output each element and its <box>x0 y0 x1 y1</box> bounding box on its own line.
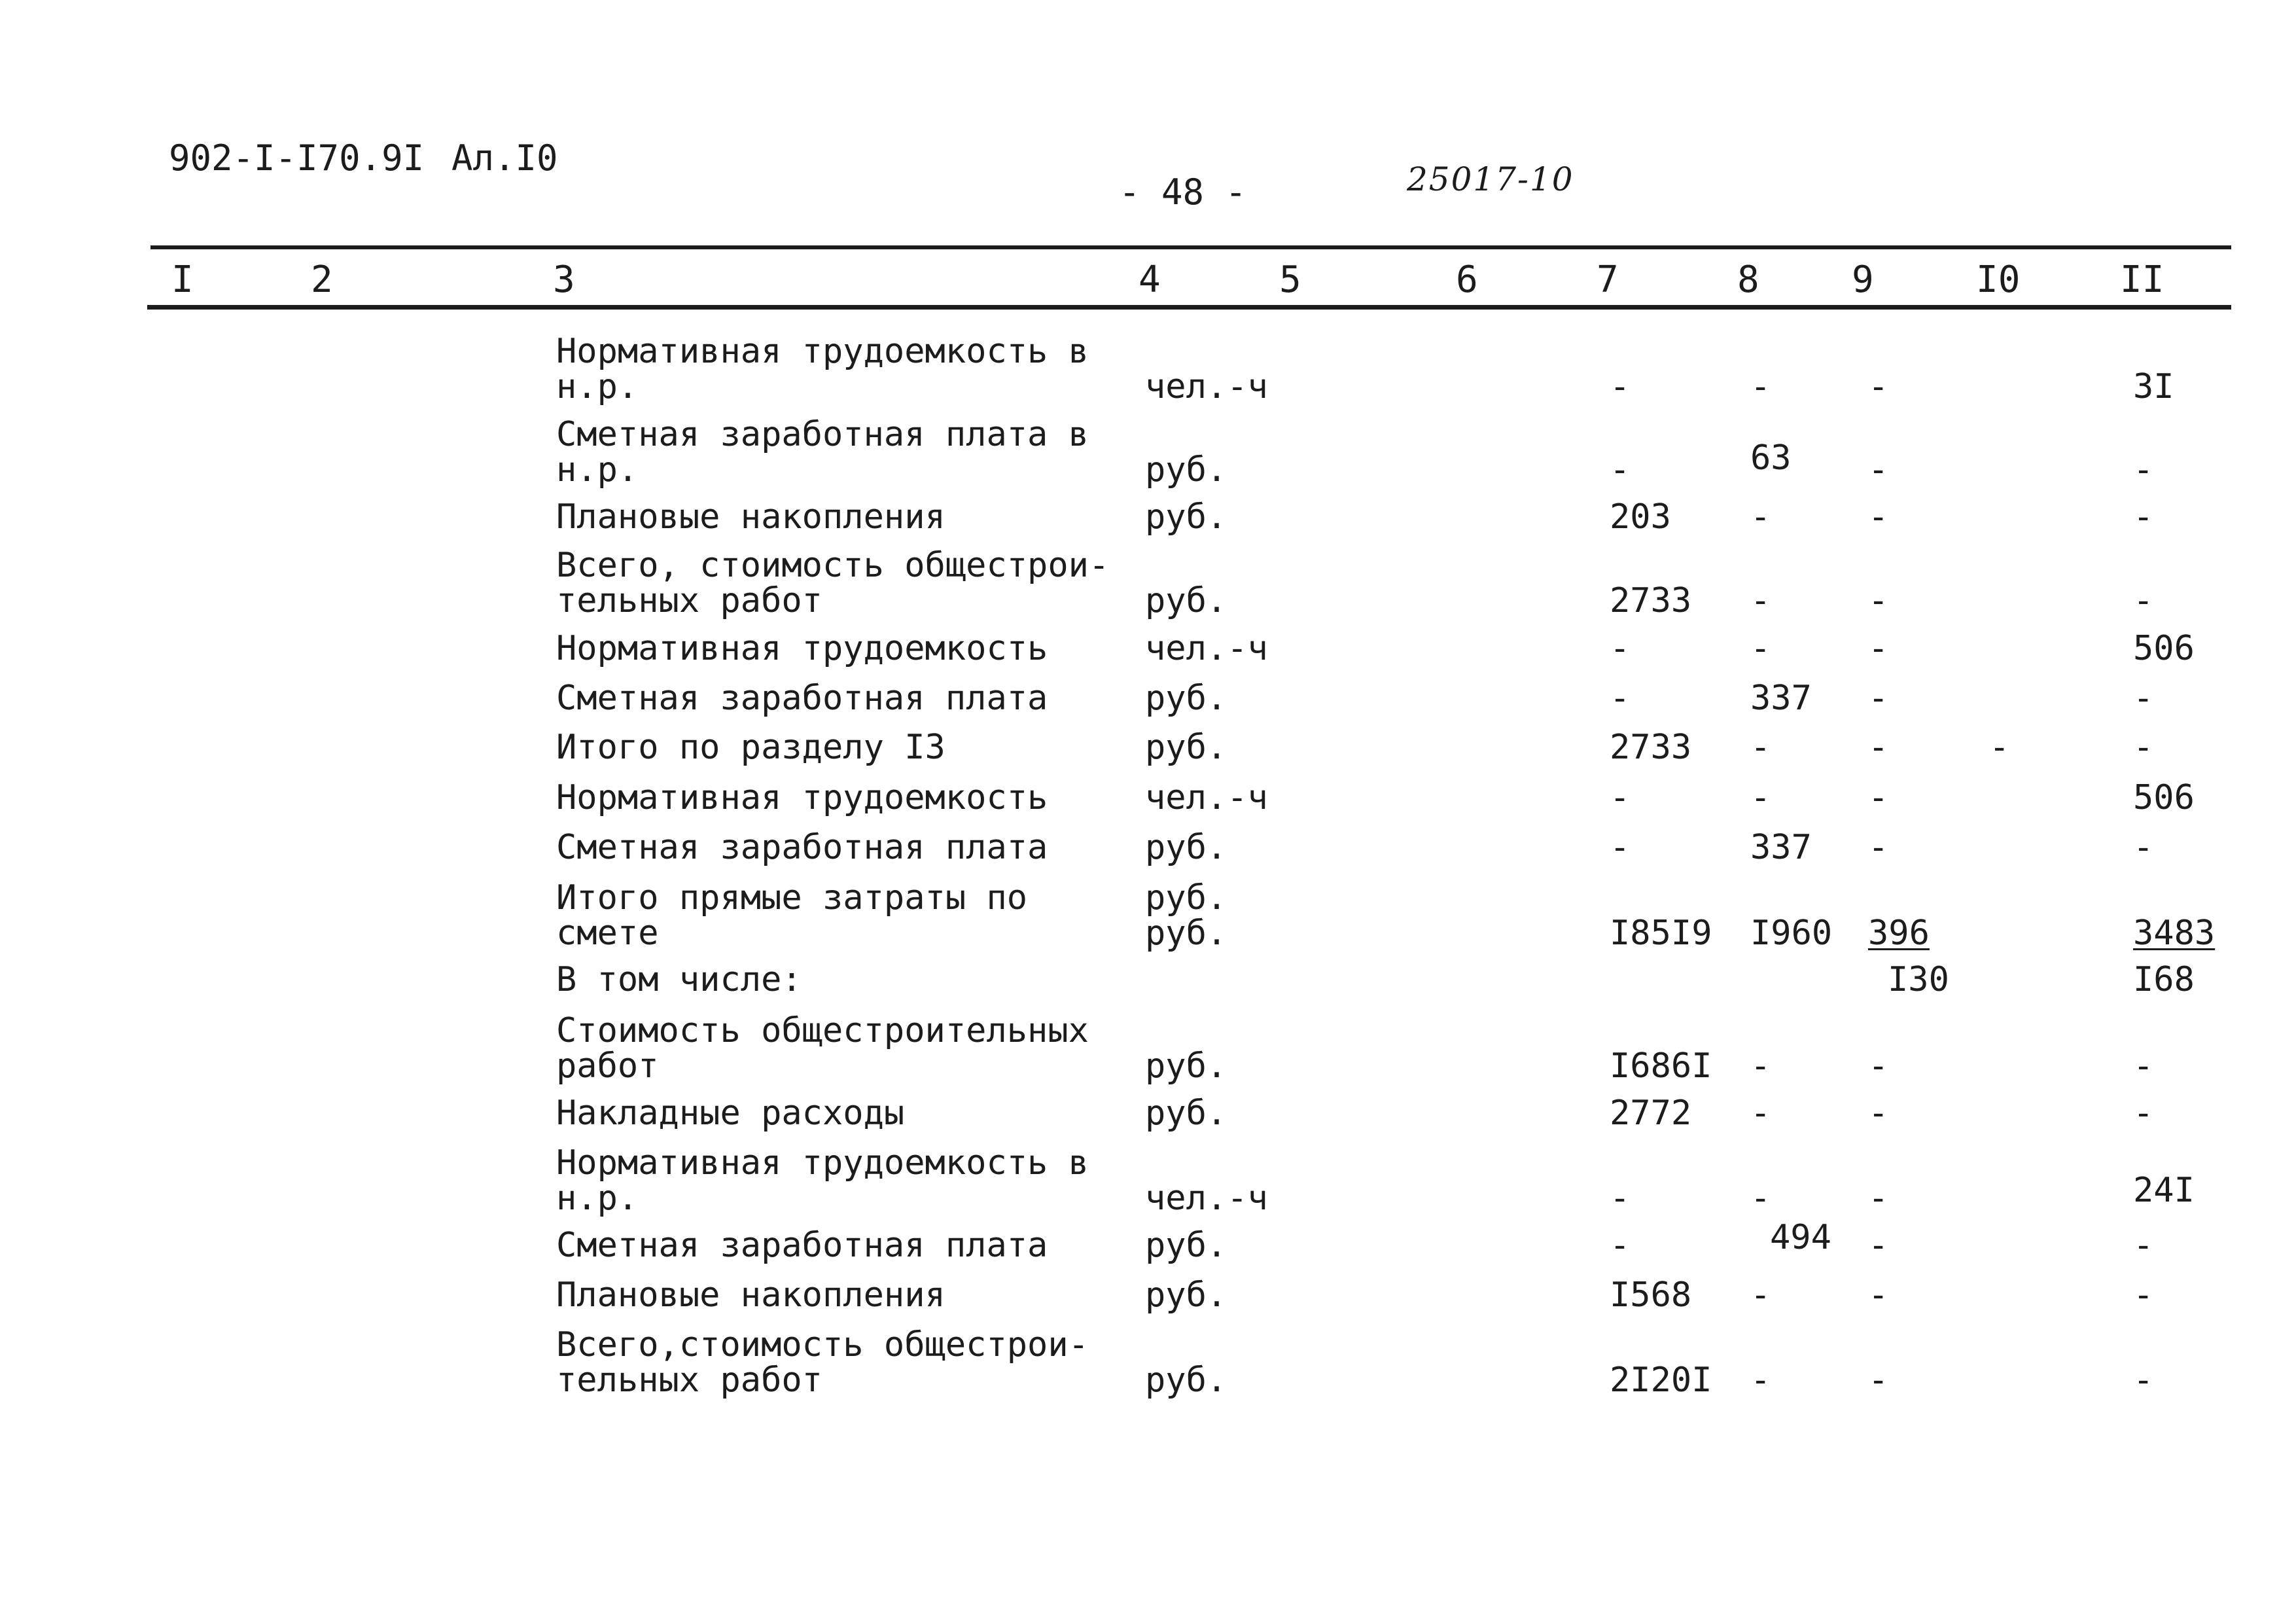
table-row <box>0 1277 2296 1313</box>
row-unit: руб. <box>1145 450 1227 490</box>
row-col9: - <box>1868 1094 1889 1133</box>
row-col11: - <box>2133 679 2154 718</box>
row-col8: - <box>1750 629 1771 668</box>
row-col7: - <box>1610 367 1631 406</box>
row-description: Всего, стоимость общестрои- тельных работ <box>556 546 1110 620</box>
row-col11: - <box>2133 828 2154 867</box>
row-col9: - <box>1868 1046 1889 1086</box>
table-top-rule <box>150 245 2231 249</box>
column-number: 7 <box>1597 259 1619 301</box>
row-col7: I568 <box>1610 1275 1692 1315</box>
row-col11: - <box>2133 728 2154 767</box>
table-row <box>0 631 2296 666</box>
row-unit: чел.-ч <box>1145 367 1268 406</box>
row-description: Итого по разделу I3 <box>556 728 945 767</box>
row-col9: - <box>1868 367 1889 406</box>
row-unit: руб. <box>1145 1046 1227 1086</box>
table-row <box>0 730 2296 765</box>
row-col9: - <box>1868 1361 1889 1400</box>
row-description: Плановые накопления <box>556 497 945 537</box>
row-col9: - <box>1868 497 1889 537</box>
row-col9: I30 <box>1888 960 1949 999</box>
row-col11: I68 <box>2133 960 2195 999</box>
row-description: В том числе: <box>556 960 802 999</box>
row-col7: - <box>1610 450 1631 490</box>
row-description: Плановые накопления <box>556 1275 945 1315</box>
table-row <box>0 830 2296 865</box>
row-col9: - <box>1868 450 1889 490</box>
row-col7: I85I9 <box>1610 914 1712 953</box>
row-col10: - <box>1989 728 2010 767</box>
row-col7: - <box>1610 629 1631 668</box>
row-col11: 3I <box>2133 367 2174 406</box>
row-col11: - <box>2133 1094 2154 1133</box>
row-col8: I960 <box>1750 914 1833 953</box>
row-col11: 3483 <box>2133 914 2216 953</box>
row-col8: - <box>1750 1275 1771 1315</box>
row-col7: 2I20I <box>1610 1361 1712 1400</box>
table-row <box>0 1145 2296 1216</box>
row-col9: - <box>1868 581 1889 620</box>
row-unit: руб. <box>1145 1226 1227 1265</box>
row-col7: I686I <box>1610 1046 1712 1086</box>
row-unit: чел.-ч <box>1145 629 1268 668</box>
column-number: 2 <box>311 259 333 301</box>
row-col7: - <box>1610 828 1631 867</box>
row-col8: - <box>1750 497 1771 537</box>
row-unit: руб. <box>1145 1361 1227 1400</box>
row-col11: 24I <box>2133 1171 2195 1210</box>
row-col7: - <box>1610 1226 1631 1265</box>
row-unit: руб. <box>1145 728 1227 767</box>
row-description: Нормативная трудоемкость в н.р. <box>556 1143 1089 1218</box>
row-col7: 2733 <box>1610 728 1692 767</box>
row-col7: - <box>1610 679 1631 718</box>
page-number: - 48 - <box>1119 171 1247 213</box>
table-row <box>0 1327 2296 1398</box>
column-number: 6 <box>1456 259 1478 301</box>
row-col11: - <box>2133 1046 2154 1086</box>
row-col8: 494 <box>1770 1218 1831 1257</box>
table-row <box>0 1218 2296 1265</box>
row-description: Итого прямые затраты по смете <box>556 878 1028 953</box>
table-row <box>0 548 2296 618</box>
album-number: Ал.I0 <box>451 137 558 179</box>
column-number: I0 <box>1976 259 2021 301</box>
row-col9: 396 <box>1868 914 1930 953</box>
row-col9: - <box>1868 1226 1889 1265</box>
row-col11: - <box>2133 497 2154 537</box>
row-description: Стоимость общестроительных работ <box>556 1011 1089 1086</box>
row-unit: руб. <box>1145 1094 1227 1133</box>
row-description: Сметная заработная плата <box>556 828 1048 867</box>
row-description: Сметная заработная плата <box>556 1226 1048 1265</box>
column-number: 5 <box>1279 259 1301 301</box>
row-unit: руб. <box>1145 497 1227 537</box>
column-number: I <box>171 259 194 301</box>
table-row <box>0 499 2296 535</box>
table-header-rule <box>147 305 2231 310</box>
row-col9: - <box>1868 778 1889 817</box>
row-col9: - <box>1868 1275 1889 1315</box>
row-col11: - <box>2133 450 2154 490</box>
row-col11: - <box>2133 1361 2154 1400</box>
column-number: 8 <box>1737 259 1759 301</box>
table-row <box>0 417 2296 488</box>
row-col7: 2733 <box>1610 581 1692 620</box>
table-row <box>0 1013 2296 1084</box>
row-unit: руб. <box>1145 679 1227 718</box>
column-number: II <box>2120 259 2164 301</box>
row-col8: - <box>1750 728 1771 767</box>
row-unit: руб. <box>1145 1275 1227 1315</box>
row-col8: 337 <box>1750 679 1812 718</box>
row-col7: - <box>1610 1179 1631 1218</box>
column-number: 4 <box>1139 259 1161 301</box>
row-description: Всего,стоимость общестрои- тельных работ <box>556 1325 1089 1400</box>
row-description: Нормативная трудоемкость в н.р. <box>556 332 1089 406</box>
handwritten-reference: 25017-10 <box>1407 160 1574 198</box>
table-row <box>0 334 2296 404</box>
table-row <box>0 962 2296 997</box>
row-unit: руб. руб. <box>1145 878 1227 953</box>
row-description: Сметная заработная плата в н.р. <box>556 415 1089 490</box>
table-row <box>0 880 2296 951</box>
row-col8: 337 <box>1750 828 1812 867</box>
row-col8: - <box>1750 367 1771 406</box>
row-col11: 506 <box>2133 778 2195 817</box>
column-number: 3 <box>553 259 575 301</box>
row-unit: руб. <box>1145 828 1227 867</box>
row-col8: 63 <box>1750 438 1792 478</box>
row-unit: чел.-ч <box>1145 1179 1268 1218</box>
row-col9: - <box>1868 629 1889 668</box>
row-col11: 506 <box>2133 629 2195 668</box>
table-row <box>0 681 2296 716</box>
row-col8: - <box>1750 1094 1771 1133</box>
row-unit: чел.-ч <box>1145 778 1268 817</box>
column-number: 9 <box>1852 259 1874 301</box>
row-col7: 2772 <box>1610 1094 1692 1133</box>
row-col9: - <box>1868 828 1889 867</box>
row-col8: - <box>1750 581 1771 620</box>
row-col11: - <box>2133 1226 2154 1265</box>
row-description: Нормативная трудоемкость <box>556 629 1048 668</box>
row-description: Нормативная трудоемкость <box>556 778 1048 817</box>
row-col8: - <box>1750 1046 1771 1086</box>
row-col9: - <box>1868 1179 1889 1218</box>
table-row <box>0 780 2296 815</box>
row-col8: - <box>1750 1361 1771 1400</box>
row-col9: - <box>1868 679 1889 718</box>
row-col8: - <box>1750 778 1771 817</box>
row-description: Накладные расходы <box>556 1094 905 1133</box>
row-col11: - <box>2133 1275 2154 1315</box>
row-col7: 203 <box>1610 497 1671 537</box>
row-description: Сметная заработная плата <box>556 679 1048 718</box>
row-col9: - <box>1868 728 1889 767</box>
document-code: 902-I-I70.9I <box>169 137 425 179</box>
table-row <box>0 1096 2296 1131</box>
row-unit: руб. <box>1145 581 1227 620</box>
row-col7: - <box>1610 778 1631 817</box>
row-col8: - <box>1750 1179 1771 1218</box>
row-col11: - <box>2133 581 2154 620</box>
